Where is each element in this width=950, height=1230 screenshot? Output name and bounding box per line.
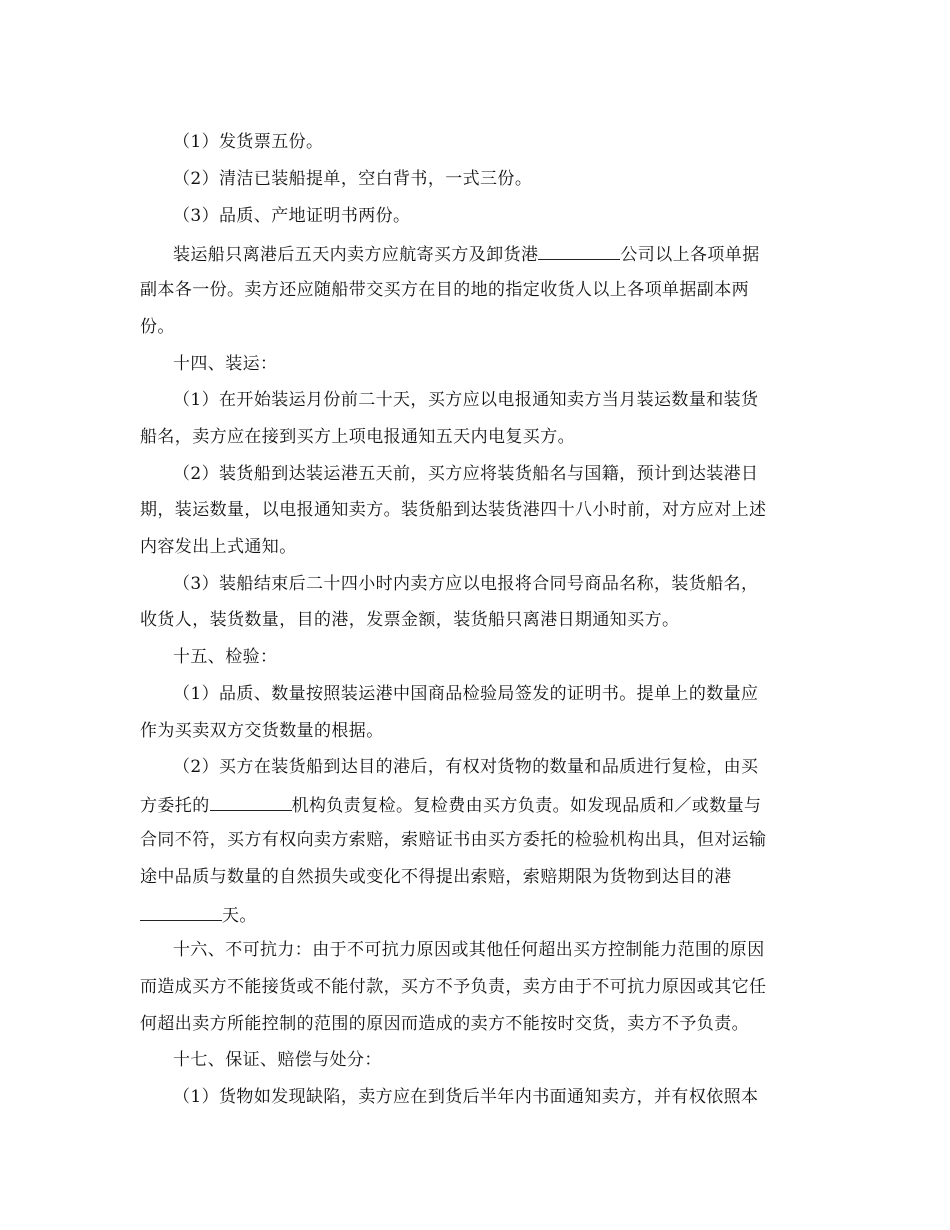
section-heading: 十七、保证、赔偿与处分： — [173, 1050, 382, 1070]
text-line: 合同不符，买方有权向卖方索赔，索赔证书由买方委托的检验机构出具，但对运输 — [140, 830, 767, 850]
text-line: （2）清洁已装船提单，空白背书，一式三份。 — [173, 169, 533, 189]
text-line: （2）买方在装货船到达目的港后，有权对货物的数量和品质进行复检，由买 — [173, 757, 759, 777]
text-line: 份。 — [140, 317, 175, 337]
text-line: 而造成买方不能接货或不能付款，买方不予负责，卖方由于不可抗力原因或其它任 — [140, 977, 767, 997]
text-line: 内容发出上式通知。 — [140, 537, 297, 557]
text-line: 何超出卖方所能控制的范围的原因而造成的卖方不能按时交货，卖方不予负责。 — [140, 1014, 749, 1034]
text-line: 作为买卖双方交货数量的根据。 — [140, 721, 384, 741]
text-line: 装运船只离港后五天内卖方应航寄买方及卸货港 公司以上各项单据 — [173, 241, 853, 267]
fill-blank — [140, 902, 222, 921]
fill-blank — [210, 792, 292, 811]
text-line: （2）装货船到达装运港五天前，买方应将装货船名与国籍，预计到达装港日 — [173, 464, 759, 484]
text-line: （3）装船结束后二十四小时内卖方应以电报将合同号商品名称，装货船名， — [173, 574, 759, 594]
text-line: （1）品质、数量按照装运港中国商品检验局签发的证明书。提单上的数量应 — [173, 684, 759, 704]
text-line: （1）货物如发现缺陷，卖方应在到货后半年内书面通知卖方，并有权依照本 — [173, 1087, 759, 1107]
text-line: （1）发货票五份。 — [173, 132, 324, 152]
text-line: 方委托的 机构负责复检。复检费由买方负责。如发现品质和／或数量与 — [140, 792, 820, 818]
section-heading: 十五、检验： — [173, 647, 278, 667]
text-line: 收货人，装货数量，目的港，发票金额，装货船只离港日期通知买方。 — [140, 610, 680, 630]
text-line: 副本各一份。卖方还应随船带交买方在目的地的指定收货人以上各项单据副本两 — [140, 280, 749, 300]
section-heading: 十六、不可抗力：由于不可抗力原因或其他任何超出买方控制能力范围的原因 — [173, 940, 765, 960]
section-heading: 十四、装运： — [173, 354, 278, 374]
text-line: （3）品质、产地证明书两份。 — [173, 206, 411, 226]
fill-blank — [538, 241, 620, 260]
text-line: 途中品质与数量的自然损失或变化不得提出索赔，索赔期限为货物到达目的港 — [140, 867, 732, 887]
text-line: 船名，卖方应在接到买方上项电报通知五天内电复买方。 — [140, 427, 575, 447]
text-line: 期，装运数量，以电报通知卖方。装货船到达装货港四十八小时前，对方应对上述 — [140, 500, 767, 520]
text-line: 天。 — [140, 902, 820, 928]
text-line: （1）在开始装运月份前二十天，买方应以电报通知卖方当月装运数量和装货 — [173, 390, 759, 410]
